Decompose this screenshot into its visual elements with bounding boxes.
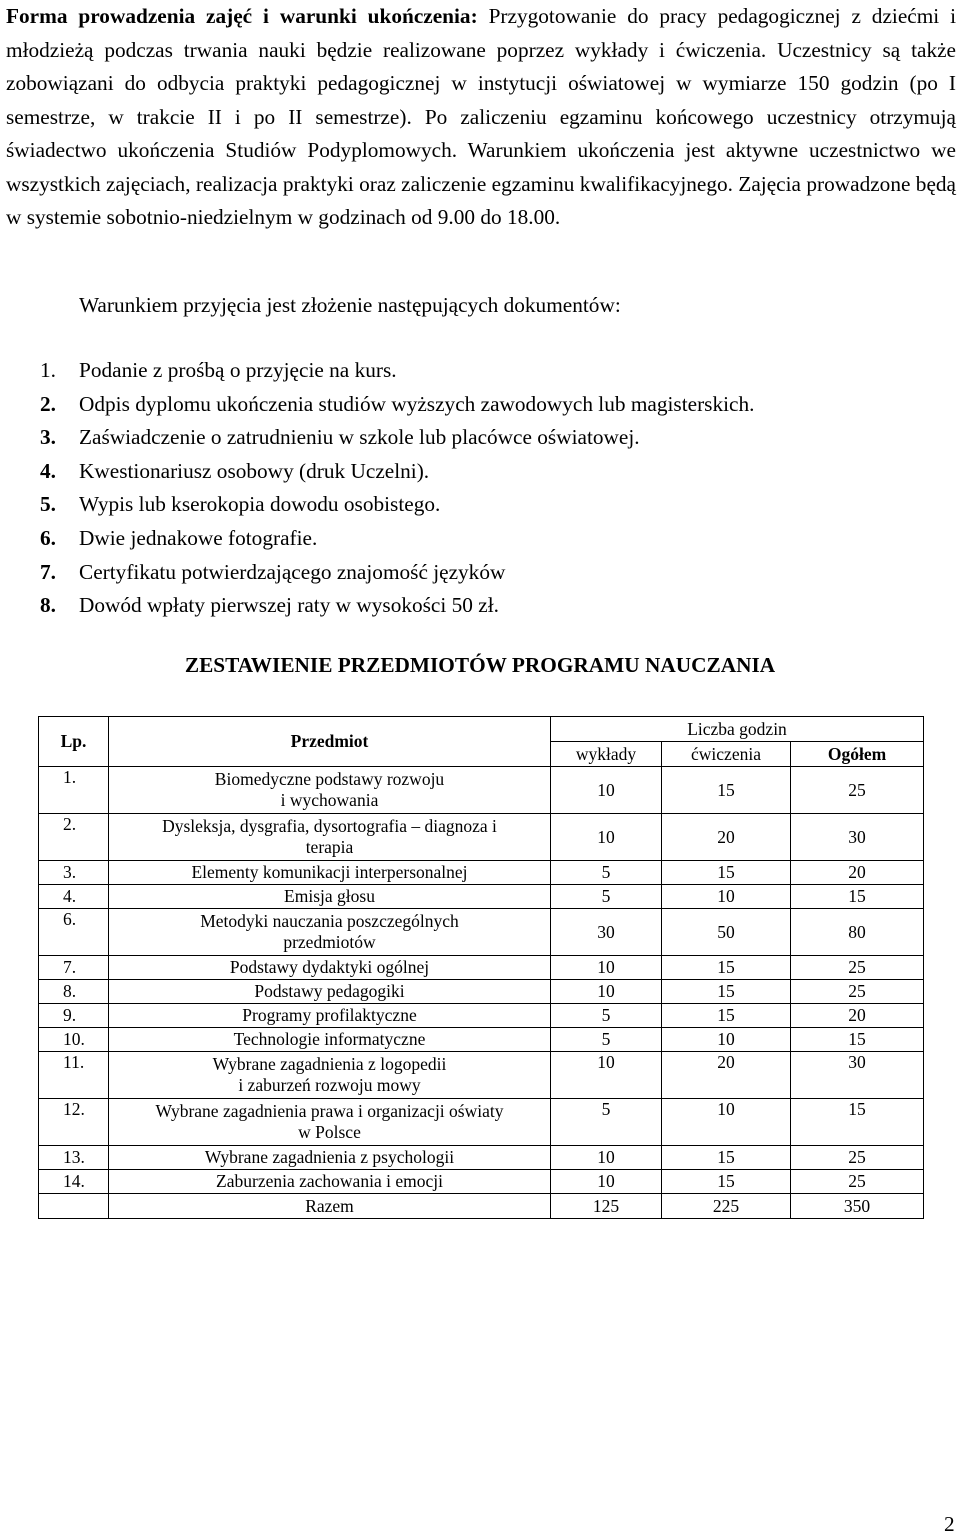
row-subject-line1: Technologie informatyczne xyxy=(233,1029,426,1049)
row-exercises: 15 xyxy=(662,767,791,814)
requirement-text: Kwestionariusz osobowy (druk Uczelni). xyxy=(79,458,430,483)
row-lectures: 10 xyxy=(551,956,662,980)
row-subject-line1: Wybrane zagadnienia prawa i organizacji oświaty xyxy=(155,1101,504,1121)
row-subject-line1: Elementy komunikacji interpersonalnej xyxy=(191,862,468,882)
requirement-text: Dwie jednakowe fotografie. xyxy=(79,525,318,550)
table-row xyxy=(39,1170,924,1194)
row-subject-line2: i zaburzeń rozwoju mowy xyxy=(238,1075,421,1095)
intro-text: Przygotowanie do pracy pedagogicznej z dziećmi i młodzieżą podczas trwania nauki będzie realizowane poprzez wykłady i ćwiczenia. Uczestnicy są także zobowiązani do odbycia praktyki pedagogicznej w instytucji oświatowej w wymiarze 150 godzin (po I semestrze, w trakcie II i po II semestrze). Po zaliczeniu egzaminu końcowego uczestnicy otrzymują świadectwo ukończenia Studiów Podyplomowych. Warunkiem ukończenia jest aktywne uczestnictwo we wszystkich zajęciach, realizacja praktyki oraz zaliczenie egzaminu kwalifikacyjnego. Zajęcia prowadzone będą w systemie sobotnio-niedzielnym w godzinach od 9.00 do 18.00. xyxy=(6,4,957,229)
row-lp: 12. xyxy=(39,1099,109,1146)
table-total-row xyxy=(39,1194,924,1219)
row-total: 25 xyxy=(791,767,924,814)
row-subject-line1: Dysleksja, dysgrafia, dysortografia – diagnoza i xyxy=(162,816,497,836)
row-exercises: 15 xyxy=(662,956,791,980)
row-total: 15 xyxy=(791,1028,924,1052)
row-total: 20 xyxy=(791,1004,924,1028)
row-lectures: 5 xyxy=(551,885,662,909)
row-subject-line2: terapia xyxy=(305,837,354,857)
row-subject-line1: Zaburzenia zachowania i emocji xyxy=(216,1171,443,1191)
requirement-number: 8. xyxy=(40,593,56,618)
requirement-text: Podanie z prośbą o przyjęcie na kurs. xyxy=(79,358,397,382)
row-subject xyxy=(109,814,551,861)
table-row xyxy=(39,814,924,861)
row-lp: 13. xyxy=(39,1146,109,1170)
row-subject xyxy=(109,767,551,814)
row-subject xyxy=(109,1028,551,1052)
requirement-number: 3. xyxy=(40,425,56,450)
requirement-number: 1. xyxy=(40,358,56,382)
row-lp: 7. xyxy=(39,956,109,980)
header-lp: Lp. xyxy=(39,717,109,767)
requirement-item xyxy=(40,389,754,423)
intro-paragraph xyxy=(6,0,956,235)
intro-heading: Forma prowadzenia zajęć i warunki ukończenia: xyxy=(6,4,478,28)
row-exercises: 10 xyxy=(662,1099,791,1146)
row-subject-line1: Wybrane zagadnienia z psychologii xyxy=(204,1147,455,1167)
row-exercises: 15 xyxy=(662,980,791,1004)
header-total: Ogółem xyxy=(791,742,924,767)
table-row xyxy=(39,1004,924,1028)
row-lectures: 10 xyxy=(551,814,662,861)
row-lectures: 30 xyxy=(551,909,662,956)
row-total: 25 xyxy=(791,1146,924,1170)
total-lp-cell xyxy=(39,1194,109,1219)
requirement-text: Odpis dyplomu ukończenia studiów wyższych zawodowych lub magisterskich. xyxy=(79,391,755,416)
row-exercises: 20 xyxy=(662,1052,791,1099)
requirement-item xyxy=(40,355,754,389)
row-subject-line2: i wychowania xyxy=(280,790,379,810)
total-label: Razem xyxy=(109,1194,551,1219)
row-subject xyxy=(109,1146,551,1170)
row-exercises: 15 xyxy=(662,1004,791,1028)
requirements-title: Warunkiem przyjęcia jest złożenie następujących dokumentów: xyxy=(79,293,621,317)
row-subject xyxy=(109,1099,551,1146)
row-subject-line1: Podstawy pedagogiki xyxy=(254,981,405,1001)
requirement-number: 6. xyxy=(40,525,56,550)
requirement-number: 2. xyxy=(40,391,56,416)
header-exercises: ćwiczenia xyxy=(662,742,791,767)
row-subject-line2: w Polsce xyxy=(298,1122,361,1142)
row-lp: 6. xyxy=(39,909,109,956)
requirement-item xyxy=(40,590,754,624)
row-total: 25 xyxy=(791,1170,924,1194)
row-lp: 2. xyxy=(39,814,109,861)
row-exercises: 15 xyxy=(662,1170,791,1194)
row-lectures: 5 xyxy=(551,1099,662,1146)
row-total: 30 xyxy=(791,814,924,861)
row-lectures: 10 xyxy=(551,1146,662,1170)
row-total: 25 xyxy=(791,980,924,1004)
row-subject xyxy=(109,980,551,1004)
requirement-item xyxy=(40,557,754,591)
table-row xyxy=(39,885,924,909)
row-subject xyxy=(109,909,551,956)
requirement-item xyxy=(40,422,754,456)
requirement-text: Dowód wpłaty pierwszej raty w wysokości 50 zł. xyxy=(79,593,499,618)
row-subject-line1: Wybrane zagadnienia z logopedii xyxy=(212,1054,447,1074)
row-lectures: 10 xyxy=(551,980,662,1004)
requirement-item xyxy=(40,489,754,523)
row-total: 15 xyxy=(791,1099,924,1146)
header-hours: Liczba godzin xyxy=(551,717,924,742)
table-header-row xyxy=(39,717,924,742)
table-row xyxy=(39,1099,924,1146)
requirement-number: 5. xyxy=(40,492,56,517)
row-lectures: 10 xyxy=(551,767,662,814)
table-body xyxy=(39,767,924,1194)
header-lectures: wykłady xyxy=(551,742,662,767)
row-lp: 10. xyxy=(39,1028,109,1052)
table-row xyxy=(39,767,924,814)
header-subject: Przedmiot xyxy=(109,717,551,767)
table-row xyxy=(39,1028,924,1052)
row-lectures: 5 xyxy=(551,1028,662,1052)
row-lp: 9. xyxy=(39,1004,109,1028)
row-subject-line1: Podstawy dydaktyki ogólnej xyxy=(229,957,430,977)
requirement-number: 7. xyxy=(40,559,56,584)
section-title: ZESTAWIENIE PRZEDMIOTÓW PROGRAMU NAUCZANIA xyxy=(184,653,776,677)
row-subject-line1: Programy profilaktyczne xyxy=(242,1005,417,1025)
subjects-table xyxy=(38,716,924,1219)
row-lectures: 5 xyxy=(551,861,662,885)
row-subject-line1: Emisja głosu xyxy=(284,886,375,906)
requirement-item xyxy=(40,523,754,557)
row-lectures: 5 xyxy=(551,1004,662,1028)
row-subject xyxy=(109,956,551,980)
row-exercises: 15 xyxy=(662,861,791,885)
row-subject xyxy=(109,885,551,909)
table-row xyxy=(39,1052,924,1099)
requirement-text: Wypis lub kserokopia dowodu osobistego. xyxy=(79,492,441,517)
table-row xyxy=(39,861,924,885)
table-row xyxy=(39,956,924,980)
row-subject-line2: przedmiotów xyxy=(283,932,376,952)
row-total: 80 xyxy=(791,909,924,956)
table-row xyxy=(39,1146,924,1170)
table-row xyxy=(39,980,924,1004)
total-lectures: 125 xyxy=(551,1194,662,1219)
row-lp: 1. xyxy=(39,767,109,814)
row-lp: 11. xyxy=(39,1052,109,1099)
row-total: 25 xyxy=(791,956,924,980)
row-exercises: 50 xyxy=(662,909,791,956)
row-lectures: 10 xyxy=(551,1052,662,1099)
total-overall: 350 xyxy=(791,1194,924,1219)
row-subject xyxy=(109,1052,551,1099)
requirement-number: 4. xyxy=(40,458,56,483)
requirement-text: Zaświadczenie o zatrudnieniu w szkole lub placówce oświatowej. xyxy=(79,425,640,450)
row-exercises: 15 xyxy=(662,1146,791,1170)
requirements-list xyxy=(40,355,754,624)
row-subject xyxy=(109,861,551,885)
row-lp: 8. xyxy=(39,980,109,1004)
total-exercises: 225 xyxy=(662,1194,791,1219)
row-exercises: 20 xyxy=(662,814,791,861)
row-subject xyxy=(109,1004,551,1028)
page-number: 2 xyxy=(944,1512,955,1536)
row-lp: 3. xyxy=(39,861,109,885)
requirement-item xyxy=(40,456,754,490)
row-subject-line1: Metodyki nauczania poszczególnych xyxy=(200,911,459,931)
row-total: 20 xyxy=(791,861,924,885)
row-subject-line1: Biomedyczne podstawy rozwoju xyxy=(214,769,445,789)
row-subject xyxy=(109,1170,551,1194)
row-total: 15 xyxy=(791,885,924,909)
requirement-text: Certyfikatu potwierdzającego znajomość języków xyxy=(79,559,506,584)
row-lp: 14. xyxy=(39,1170,109,1194)
row-lectures: 10 xyxy=(551,1170,662,1194)
row-total: 30 xyxy=(791,1052,924,1099)
table-row xyxy=(39,909,924,956)
row-exercises: 10 xyxy=(662,1028,791,1052)
row-lp: 4. xyxy=(39,885,109,909)
row-exercises: 10 xyxy=(662,885,791,909)
